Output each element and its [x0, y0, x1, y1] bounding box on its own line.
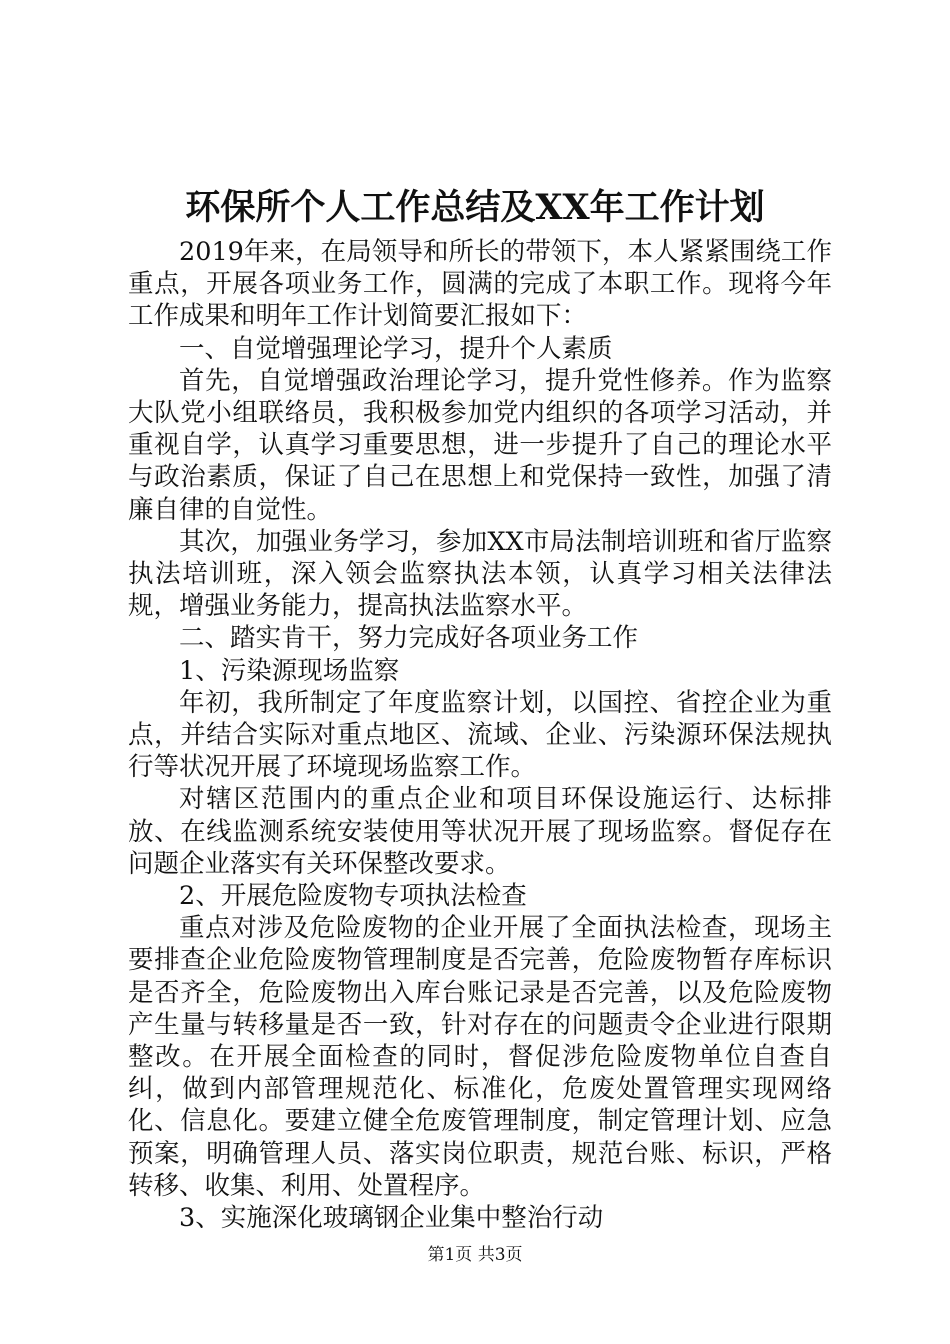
- body-paragraph: 其次，加强业务学习，参加XX市局法制培训班和省厅监察执法培训班，深入领会监察执法本领，认真学习相关法律法规，增强业务能力，提高执法监察水平。: [128, 526, 832, 622]
- body-paragraph: 首先，自觉增强政治理论学习，提升党性修养。作为监察大队党小组联络员，我积极参加党内组织的各项学习活动，并重视自学，认真学习重要思想，进一步提升了自己的理论水平与政治素质，保证了自己在思想上和党保持一致性，加强了清廉自律的自觉性。: [128, 365, 832, 525]
- section-heading-1: 一、自觉增强理论学习，提升个人素质: [179, 333, 613, 364]
- section-heading-2: 二、踏实肯干，努力完成好各项业务工作: [179, 623, 639, 654]
- page-number-footer: 第1页 共3页: [427, 1245, 523, 1265]
- document-body: [128, 236, 832, 1234]
- subsection-heading-3: 3、实施深化玻璃钢企业集中整治行动: [179, 1203, 604, 1234]
- body-paragraph: 重点对涉及危险废物的企业开展了全面执法检查，现场主要排查企业危险废物管理制度是否完善，危险废物暂存库标识是否齐全，危险废物出入库台账记录是否完善，以及危险废物产生量与转移量是否一致，针对存在的问题责令企业进行限期整改。在开展全面检查的同时，督促涉危险废物单位自查自纠，做到内部管理规范化、标准化，危废处置管理实现网络化、信息化。要建立健全危废管理制度，制定管理计划、应急预案，明确管理人员、落实岗位职责，规范台账、标识，严格转移、收集、利用、处置程序。: [128, 913, 832, 1201]
- subsection-heading-2: 2、开展危险废物专项执法检查: [179, 881, 527, 912]
- body-paragraph: 年初，我所制定了年度监察计划，以国控、省控企业为重点，并结合实际对重点地区、流域、企业、污染源环保法规执行等状况开展了环境现场监察工作。: [128, 687, 832, 783]
- document-title: 环保所个人工作总结及XX年工作计划: [185, 187, 765, 228]
- intro-paragraph: 2019年来，在局领导和所长的带领下，本人紧紧围绕工作重点，开展各项业务工作，圆满的完成了本职工作。现将今年工作成果和明年工作计划简要汇报如下：: [128, 237, 832, 332]
- subsection-heading-1: 1、污染源现场监察: [179, 655, 400, 686]
- body-paragraph: 对辖区范围内的重点企业和项目环保设施运行、达标排放、在线监测系统安装使用等状况开展了现场监察。督促存在问题企业落实有关环保整改要求。: [128, 784, 832, 879]
